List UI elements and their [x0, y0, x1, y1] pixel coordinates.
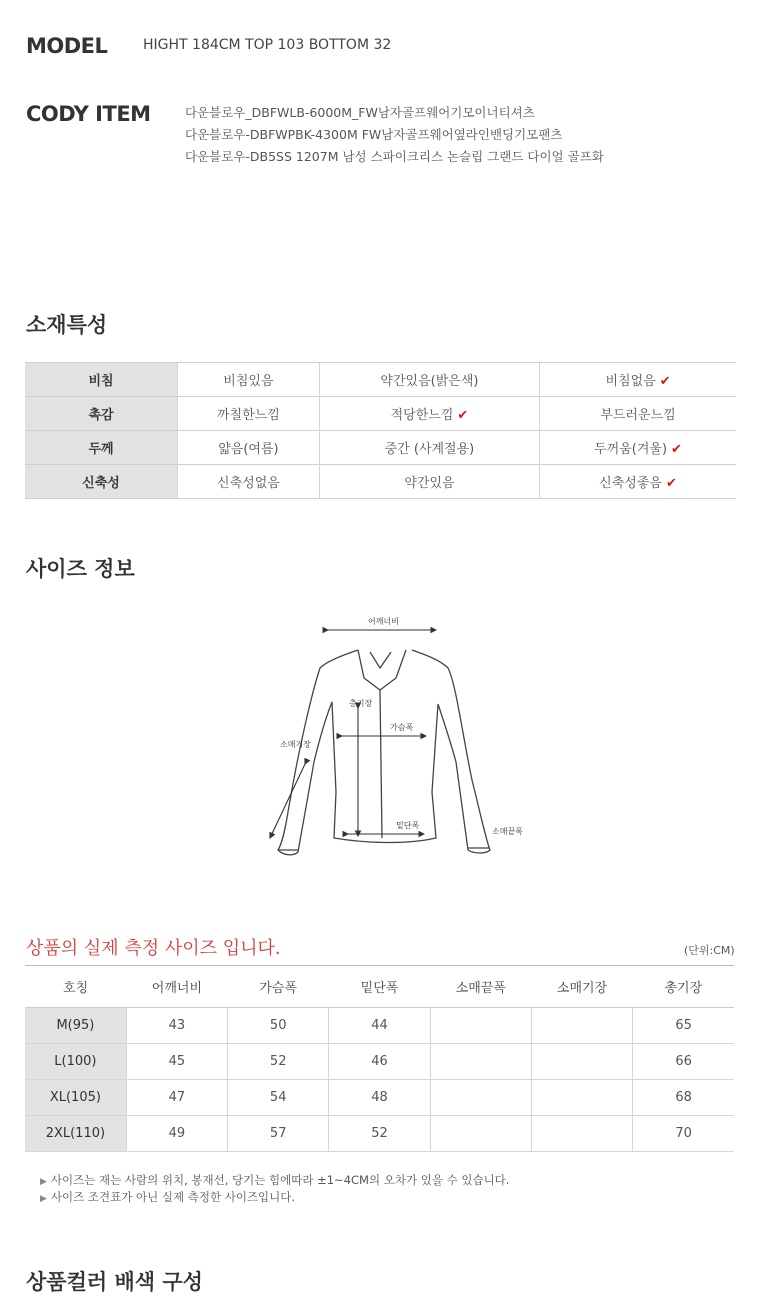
material-option-text: 비침없음 — [605, 374, 656, 389]
triangle-bullet-icon: ▶ — [40, 1194, 47, 1204]
size-unit: (단위:CM) — [684, 944, 735, 957]
note-item: ▶ 사이즈는 재는 사람의 위치, 봉재선, 당기는 힘에따라 ±1~4CM의 오차가 있을 수 있습니다. — [40, 1173, 510, 1187]
material-option-text: 신축성없음 — [217, 476, 280, 491]
check-icon: ✔ — [659, 374, 671, 389]
size-value-cell — [430, 1044, 531, 1080]
material-row-label: 두께 — [25, 431, 178, 465]
material-option-text: 까칠한느낌 — [217, 408, 280, 423]
color-section-title: 상품컬러 배색 구성 — [26, 1270, 203, 1294]
size-value-cell — [531, 1044, 632, 1080]
material-option-text: 적당한느낌 — [390, 408, 454, 423]
material-option — [319, 465, 539, 499]
material-row-label: 비침 — [25, 363, 178, 397]
check-icon: ✔ — [665, 476, 677, 491]
check-icon: ✔ — [457, 408, 469, 423]
jacket-diagram — [260, 612, 530, 862]
label-shoulder: 어깨너비 — [368, 617, 399, 626]
material-option-text: 신축성좋음 — [599, 476, 662, 491]
material-option — [319, 363, 539, 397]
size-value-cell: 49 — [126, 1116, 227, 1152]
size-value-cell: 65 — [633, 1008, 734, 1044]
cody-item-list — [185, 102, 604, 168]
size-value-cell — [430, 1116, 531, 1152]
size-value-cell: 52 — [329, 1116, 430, 1152]
size-value-cell — [531, 1080, 632, 1116]
size-col-header: 밑단폭 — [329, 966, 430, 1008]
material-row — [25, 397, 736, 431]
size-value-cell: 46 — [329, 1044, 430, 1080]
material-option — [319, 397, 539, 431]
size-value-cell: 66 — [633, 1044, 734, 1080]
material-option-text: 두꺼움(겨울) — [594, 442, 668, 457]
label-chest: 가슴폭 — [390, 723, 414, 732]
material-option-text: 약간있음(밝은색) — [380, 374, 479, 389]
size-row — [25, 1044, 734, 1080]
size-value-cell — [430, 1080, 531, 1116]
size-col-header: 소매기장 — [531, 966, 632, 1008]
model-label: MODEL — [26, 34, 108, 58]
size-col-header: 어깨너비 — [126, 966, 227, 1008]
material-option — [540, 431, 736, 465]
material-option — [540, 397, 736, 431]
material-option — [178, 431, 320, 465]
size-value-cell: 45 — [126, 1044, 227, 1080]
material-option — [319, 431, 539, 465]
material-option — [540, 465, 736, 499]
size-value-cell — [430, 1008, 531, 1044]
triangle-bullet-icon: ▶ — [40, 1177, 47, 1187]
material-option-text: 약간있음 — [404, 476, 455, 491]
material-option — [540, 363, 736, 397]
material-section-title: 소재특성 — [26, 313, 108, 337]
size-value-cell: 68 — [633, 1080, 734, 1116]
cody-item: 다운블로우-DBFWPBK-4300M FW남자골프웨어옆라인밴딩기모팬츠 — [185, 127, 563, 142]
size-row — [25, 1116, 734, 1152]
material-row — [25, 363, 736, 397]
material-row — [25, 431, 736, 465]
cody-item: 다운블로우_DBFWLB-6000M_FW남자골프웨어기모이너티셔츠 — [185, 105, 535, 120]
size-value-cell: 47 — [126, 1080, 227, 1116]
size-value-cell: 44 — [329, 1008, 430, 1044]
material-option-text: 중간 (사계절용) — [384, 442, 475, 457]
label-sleeve-length: 소매기장 — [280, 740, 311, 749]
size-value-cell: 43 — [126, 1008, 227, 1044]
material-row — [25, 465, 736, 499]
label-sleeve-end: 소매끝폭 — [492, 827, 523, 836]
material-option — [178, 363, 320, 397]
size-col-header: 소매끝폭 — [430, 966, 531, 1008]
material-option — [178, 465, 320, 499]
size-col-header: 호칭 — [25, 966, 126, 1008]
size-table-title: 상품의 실제 측정 사이즈 입니다. — [26, 938, 281, 959]
note-item: ▶ 사이즈 조견표가 아닌 실제 측정한 사이즈입니다. — [40, 1190, 296, 1204]
size-label-cell: L(100) — [25, 1044, 126, 1080]
material-row-label: 촉감 — [25, 397, 178, 431]
material-option-text: 얇음(여름) — [218, 442, 279, 457]
label-hem: 밑단폭 — [396, 821, 420, 830]
size-notes — [40, 1173, 509, 1207]
size-value-cell — [531, 1008, 632, 1044]
size-row — [25, 1080, 734, 1116]
material-option-text: 부드러운느낌 — [600, 408, 676, 423]
size-value-cell: 50 — [228, 1008, 329, 1044]
jacket-outline — [278, 650, 490, 855]
size-value-cell: 57 — [228, 1116, 329, 1152]
cody-item-label: CODY ITEM — [26, 102, 151, 126]
size-label-cell: XL(105) — [25, 1080, 126, 1116]
size-value-cell — [531, 1116, 632, 1152]
size-col-header: 총기장 — [633, 966, 734, 1008]
cody-item: 다운블로우-DB5SS 1207M 남성 스파이크리스 논슬립 그랜드 다이얼 골프화 — [185, 149, 604, 164]
size-label-cell: M(95) — [25, 1008, 126, 1044]
material-option-text: 비침있음 — [223, 374, 274, 389]
size-info-title: 사이즈 정보 — [26, 557, 135, 581]
size-table — [25, 965, 734, 1152]
material-option — [178, 397, 320, 431]
model-measurements: HIGHT 184CM TOP 103 BOTTOM 32 — [143, 37, 392, 53]
size-col-header: 가슴폭 — [228, 966, 329, 1008]
size-value-cell: 52 — [228, 1044, 329, 1080]
size-value-cell: 48 — [329, 1080, 430, 1116]
size-row — [25, 1008, 734, 1044]
material-row-label: 신축성 — [25, 465, 178, 499]
size-value-cell: 70 — [633, 1116, 734, 1152]
size-label-cell: 2XL(110) — [25, 1116, 126, 1152]
label-total-length: 총기장 — [349, 699, 373, 708]
material-table — [25, 362, 736, 499]
size-value-cell: 54 — [228, 1080, 329, 1116]
check-icon: ✔ — [671, 442, 682, 457]
